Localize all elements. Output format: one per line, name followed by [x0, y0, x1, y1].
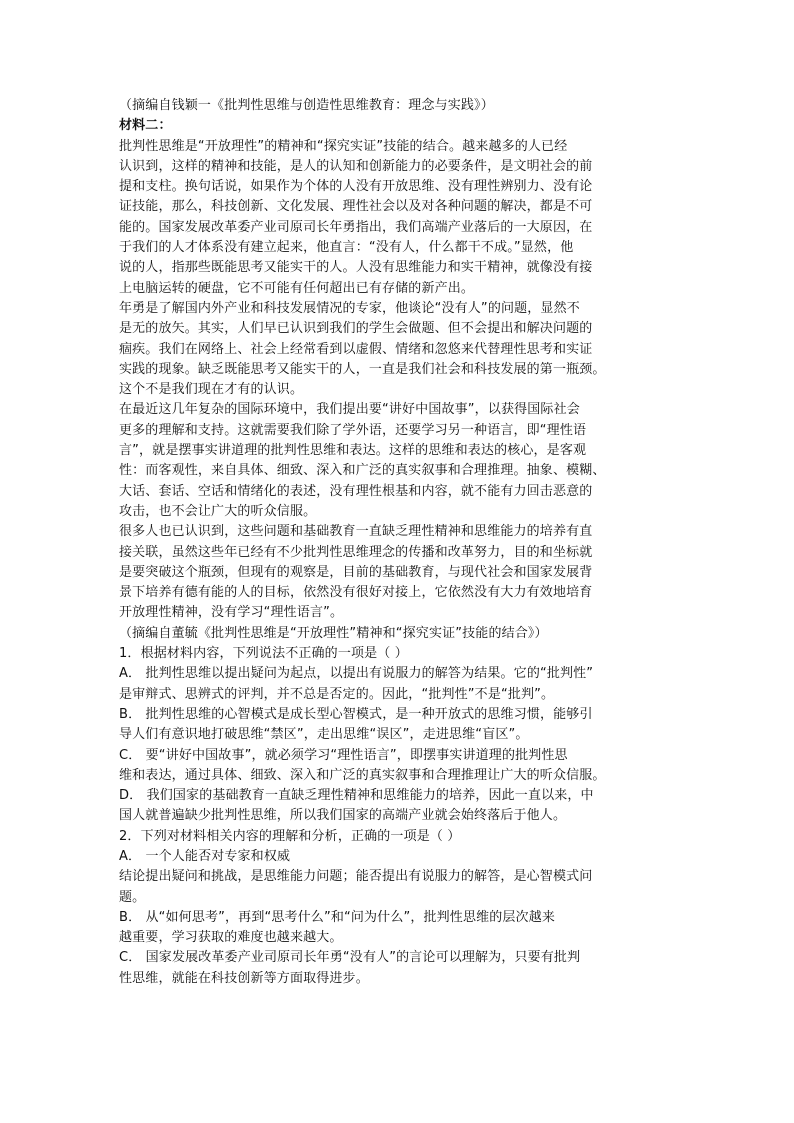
text-line: 提和支柱。换句话说，如果作为个体的人没有开放思维、没有理性辨别力、没有论: [119, 179, 593, 195]
text-line: 题。: [119, 889, 146, 905]
text-line: （摘编自董毓《批判性思维是“开放理性”精神和“探究实证”技能的结合》）: [119, 625, 548, 641]
document-body: [119, 96, 677, 989]
text-line: 是无的放矢。其实，人们早已认识到我们的学生会做题、但不会提出和解决问题的: [119, 321, 593, 337]
text-line: A． 一个人能否对专家和权威: [119, 848, 291, 864]
text-line: 能的。国家发展改革委产业司原司长年勇指出，我们高端产业落后的一大原因，在: [119, 219, 593, 235]
text-line: 这个不是我们现在才有的认识。: [119, 382, 304, 398]
section-heading: 材料二：: [119, 118, 172, 134]
text-line: 大话、套话、空话和情绪化的表述，没有理性根基和内容，就不能有力回击恶意的: [119, 483, 593, 499]
text-line: 上电脑运转的硬盘，它不可能有任何超出已有存储的新产出。: [119, 280, 475, 296]
text-line: 接关联，虽然这些年已经有不少批判性思维理念的传播和改革努力，目的和坐标就: [119, 544, 593, 560]
text-line: C． 国家发展改革委产业司原司长年勇“没有人”的言论可以理解为，只要有批判: [119, 950, 581, 966]
text-line: 性思维，就能在科技创新等方面取得进步。: [119, 970, 369, 986]
text-line: 言”，就是摆事实讲道理的批判性思维和表达。这样的思维和表达的核心，是客观: [119, 443, 587, 459]
text-line: C． 要“讲好中国故事”，就必须学习“理性语言”，即摆事实讲道理的批判性思: [119, 747, 568, 763]
text-line: 是要突破这个瓶颈，但现有的观察是，目前的基础教育，与现代社会和国家发展背: [119, 564, 593, 580]
text-line: 性：而客观性，来自具体、细致、深入和广泛的真实叙事和合理推理。抽象、模糊、: [119, 463, 606, 479]
text-line: 越重要，学习获取的难度也越来越大。: [119, 930, 343, 946]
text-line: 开放理性精神，没有学习“理性语言”。: [119, 605, 344, 621]
text-line: 维和表达，通过具体、细致、深入和广泛的真实叙事和合理推理让广大的听众信服。: [119, 767, 606, 783]
text-line: B． 批判性思维的心智模式是成长型心智模式，是一种开放式的思维习惯，能够引: [119, 706, 593, 722]
text-line: 2．下列对材料相关内容的理解和分析，正确的一项是（ ）: [119, 828, 461, 844]
text-line: 很多人也已认识到，这些问题和基础教育一直缺乏理性精神和思维能力的培养有直: [119, 524, 593, 540]
text-line: D． 我们国家的基础教育一直缺乏理性精神和思维能力的培养，因此一直以来，中: [119, 788, 594, 804]
text-line: 痼疾。我们在网络上、社会上经常看到以虚假、情绪和忽悠来代替理性思考和实证: [119, 341, 593, 357]
text-line: 在最近这几年复杂的国际环境中，我们提出要“讲好中国故事”，以获得国际社会: [119, 402, 580, 418]
text-line: 景下培养有德有能的人的目标，依然没有很好对接上，它依然没有大力有效地培育: [119, 585, 593, 601]
text-line: 认识到，这样的精神和技能，是人的认知和创新能力的必要条件，是文明社会的前: [119, 158, 593, 174]
text-line: 证技能，那么，科技创新、文化发展、理性社会以及对各种问题的解决，都是不可: [119, 199, 593, 215]
text-line: 攻击，也不会让广大的听众信服。: [119, 503, 317, 519]
text-line: B． 从“如何思考”，再到“思考什么”和“问为什么”，批判性思维的层次越来: [119, 909, 556, 925]
text-line: 结论提出疑问和挑战，是思维能力问题；能否提出有说服力的解答，是心智模式问: [119, 869, 593, 885]
text-line: A． 批判性思维以提出疑问为起点，以提出有说服力的解答为结果。它的“批判性”: [119, 666, 594, 682]
text-line: 实践的现象。缺乏既能思考又能实干的人，一直是我们社会和科技发展的第一瓶颈。: [119, 361, 606, 377]
text-line: 国人就普遍缺少批判性思维，所以我们国家的高端产业就会始终落后于他人。: [119, 808, 567, 824]
text-line: 1．根据材料内容，下列说法不正确的一项是（ ）: [119, 646, 408, 662]
text-line: 更多的理解和支持。这就需要我们除了学外语，还要学习另一种语言，即“理性语: [119, 422, 587, 438]
text-line: 于我们的人才体系没有建立起来，他直言：“没有人，什么都干不成。”显然，他: [119, 240, 574, 256]
text-line: 批判性思维是“开放理性”的精神和“探究实证”技能的结合。越来越多的人已经: [119, 138, 568, 154]
text-line: 导人们有意识地打破思维“禁区”，走出思维“误区”，走进思维“盲区”。: [119, 727, 529, 743]
text-line: （摘编自钱颖一《批判性思维与创造性思维教育：理念与实践》）: [119, 98, 494, 113]
text-line: 说的人，指那些既能思考又能实干的人。人没有思维能力和实干精神，就像没有接: [119, 260, 593, 276]
text-line: 年勇是了解国内外产业和科技发展情况的专家，他谈论“没有人”的问题，显然不: [119, 300, 580, 316]
text-line: 是审辩式、思辨式的评判，并不总是否定的。因此，“批判性”不是“批判”。: [119, 686, 555, 702]
